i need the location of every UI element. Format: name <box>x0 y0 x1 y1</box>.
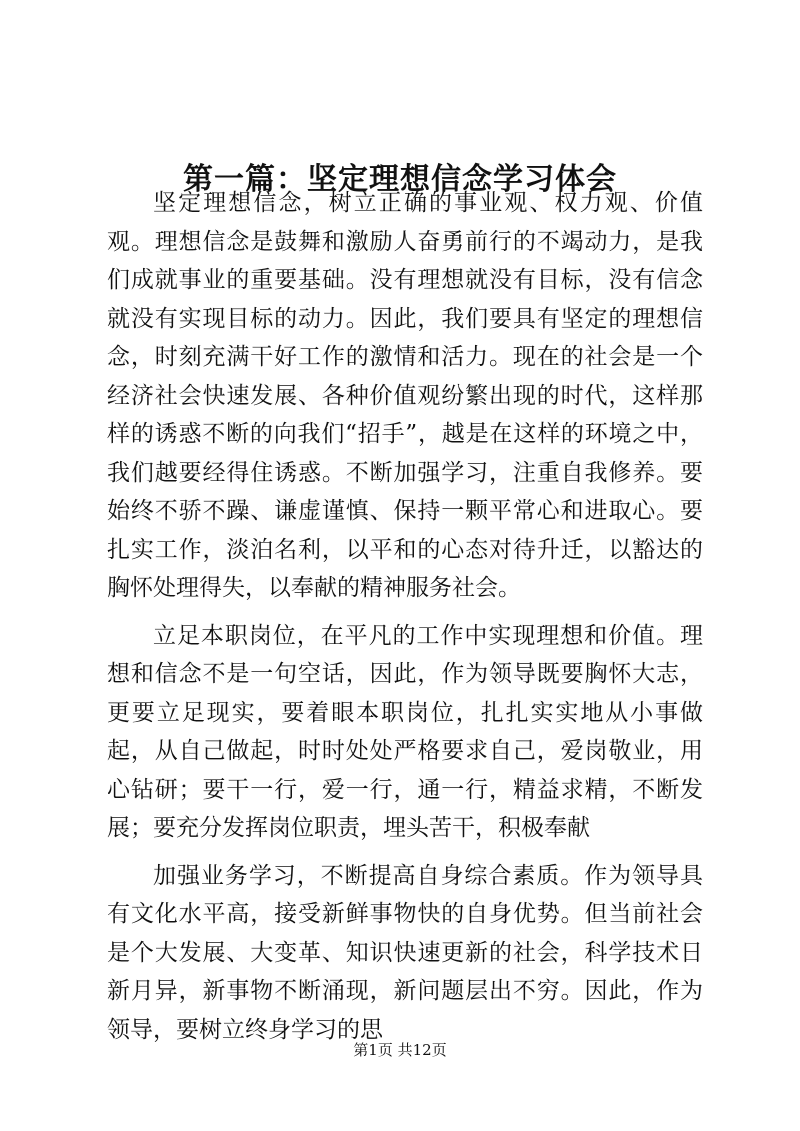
document-body <box>107 184 703 1058</box>
paragraph-1: 坚定理想信念，树立正确的事业观、权力观、价值观。理想信念是鼓舞和激励人奋勇前行的不竭动力，是我们成就事业的重要基础。没有理想就没有目标，没有信念就没有实现目标的动力。因此，我们要具有坚定的理想信念，时刻充满干好工作的激情和活力。现在的社会是一个经济社会快速发展、各种价值观纷繁出现的时代，这样那样的诱惑不断的向我们“招手”，越是在这样的环境之中，我们越要经得住诱惑。不断加强学习，注重自我修养。要始终不骄不躁、谦虚谨慎、保持一颗平常心和进取心。要扎实工作，淡泊名利，以平和的心态对待升迁，以豁达的胸怀处理得失，以奉献的精神服务社会。 <box>107 190 703 601</box>
page-footer <box>0 1040 800 1060</box>
page-title: 第一篇：坚定理想信念学习体会 <box>183 162 617 198</box>
paragraph-2: 立足本职岗位，在平凡的工作中实现理想和价值。理想和信念不是一句空话，因此，作为领导既要胸怀大志，更要立足现实，要着眼本职岗位，扎扎实实地从小事做起，从自己做起，时时处处严格要求自己，爱岗敬业，用心钻研；要干一行，爱一行，通一行，精益求精，不断发展；要充分发挥岗位职责，埋头苦干，积极奉献 <box>107 622 703 841</box>
paragraph-3: 加强业务学习，不断提高自身综合素质。作为领导具有文化水平高，接受新鲜事物快的自身优势。但当前社会是个大发展、大变革、知识快速更新的社会，科学技术日新月异，新事物不断涌现，新问题层出不穷。因此，作为领导，要树立终身学习的思 <box>107 862 703 1043</box>
page-number-indicator: 第1页 共12页 <box>353 1041 447 1059</box>
